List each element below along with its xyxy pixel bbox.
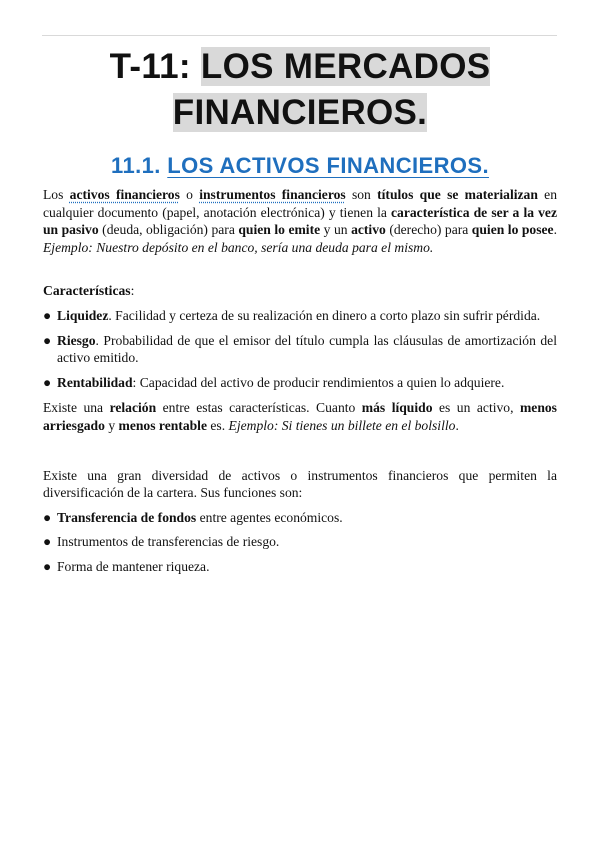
term-activos-financieros: activos financieros bbox=[69, 187, 180, 202]
bullet-icon: ● bbox=[43, 307, 52, 323]
list-item: ● Forma de mantener riqueza. bbox=[43, 558, 210, 574]
list-item: ● Rentabilidad: Capacidad del activo de producir rendimientos a quien lo adquiere. bbox=[43, 374, 505, 390]
section-number: 11.1. bbox=[111, 153, 168, 178]
title-highlight-line2: FINANCIEROS. bbox=[172, 93, 428, 132]
list-item: ● Instrumentos de transferencias de riesgo. bbox=[43, 534, 280, 550]
relation-example: Ejemplo: Si tienes un billete en el bolsillo bbox=[228, 417, 456, 433]
title-highlight-line1: LOS MERCADOS bbox=[200, 47, 491, 86]
intro-example: Ejemplo: Nuestro depósito en el banco, sería una deuda para el mismo. bbox=[43, 239, 434, 255]
intro-paragraph: Los activos financieros o instrumentos financieros son títulos que se materializan en cualquier documento (papel, anotación electrónica) y tienen la característica de ser a la vez un pasivo (deuda, obligación) para quien lo emite y un activo (derecho) para quien lo posee. Ejemplo: Nuestro depósito en el banco, sería una deuda para el mismo. bbox=[43, 187, 557, 255]
list-item: ● Transferencia de fondos entre agentes económicos. bbox=[43, 509, 343, 525]
header-rule bbox=[42, 35, 557, 36]
bullet-icon: ● bbox=[43, 558, 52, 574]
list-item: ● Riesgo. Probabilidad de que el emisor del título cumpla las cláusulas de amortización del activo emitido. bbox=[43, 332, 557, 366]
document-page bbox=[43, 44, 557, 576]
functions-list bbox=[43, 509, 557, 576]
bullet-icon: ● bbox=[43, 534, 52, 550]
characteristics-heading: Características: bbox=[43, 283, 135, 299]
section-heading bbox=[43, 153, 557, 179]
relation-paragraph: Existe una relación entre estas características. Cuanto más líquido es un activo, menos arriesgado y menos rentable es. Ejemplo: Si tienes un billete en el bolsillo. bbox=[43, 400, 557, 433]
page-title bbox=[43, 44, 557, 136]
characteristics-list bbox=[43, 307, 557, 391]
title-prefix: T-11: bbox=[109, 47, 201, 86]
term-instrumentos-financieros: instrumentos financieros bbox=[199, 187, 346, 202]
diversity-paragraph: Existe una gran diversidad de activos o instrumentos financieros que permiten la diversificación de la cartera. Sus funciones son: bbox=[43, 467, 557, 501]
bullet-icon: ● bbox=[43, 332, 52, 348]
bullet-icon: ● bbox=[43, 374, 52, 390]
list-item: ● Liquidez. Facilidad y certeza de su realización en dinero a corto plazo sin sufrir pérdida. bbox=[43, 307, 541, 323]
bullet-icon: ● bbox=[43, 509, 52, 525]
section-title: LOS ACTIVOS FINANCIEROS. bbox=[167, 153, 489, 178]
